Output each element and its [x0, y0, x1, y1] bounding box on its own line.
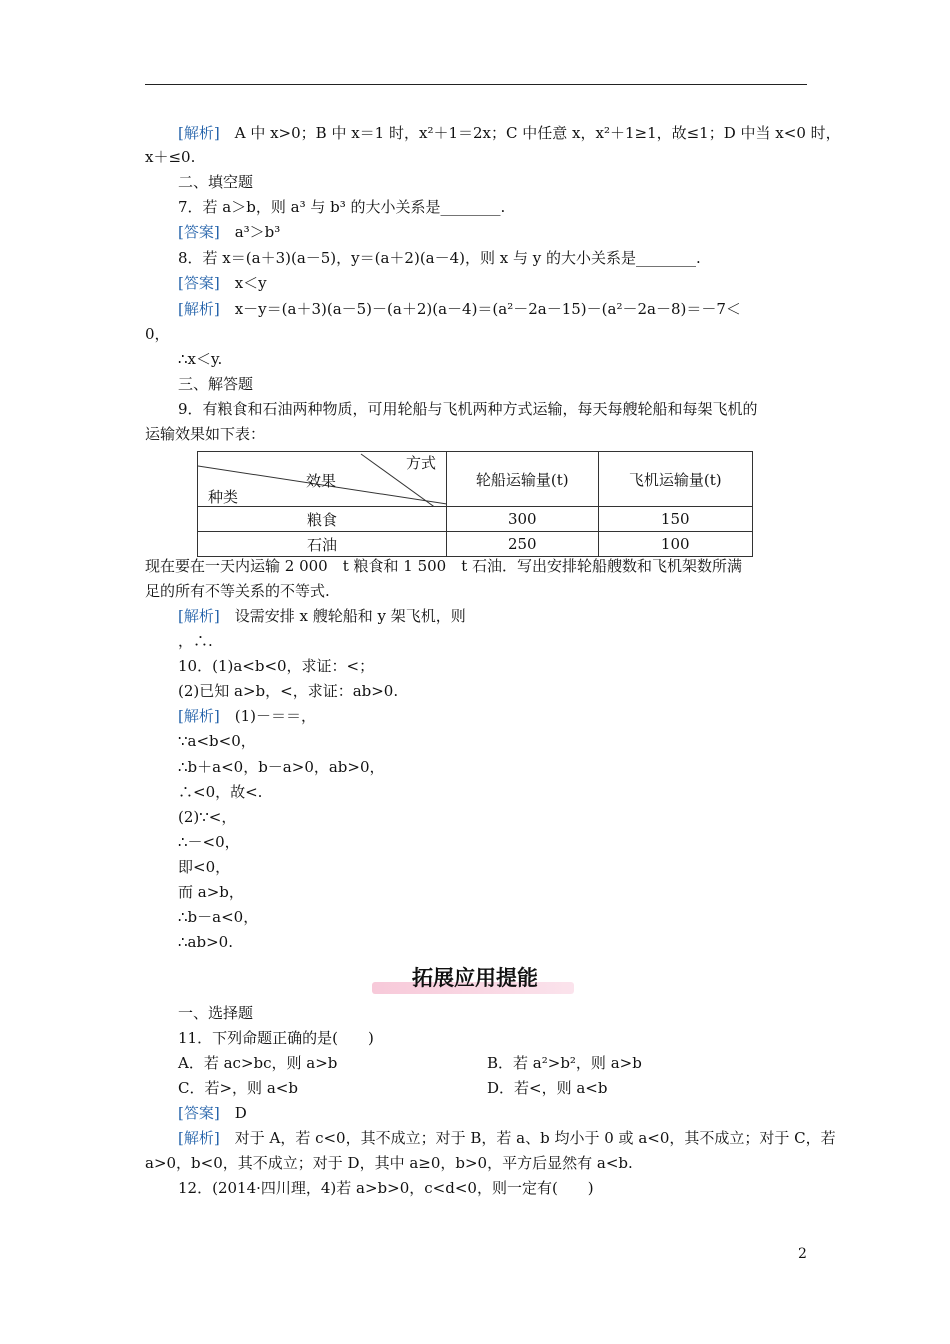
question-7: 7．若 a＞b，则 a³ 与 b³ 的大小关系是________.	[178, 198, 506, 216]
analysis-10-step: (2)∵<，	[178, 808, 237, 826]
header-kind: 种类	[208, 488, 239, 506]
analysis-10-step: ∴ab>0.	[178, 933, 233, 951]
table-row	[198, 532, 753, 557]
analysis-10: [解析] (1)－＝＝，	[178, 707, 316, 725]
analysis-10-step: 即<0，	[178, 858, 231, 876]
option-c: C．若>，则 a<b	[178, 1079, 298, 1097]
analysis-10-step: ∴b－a<0，	[178, 908, 259, 926]
header-rule	[145, 84, 807, 85]
table-row	[198, 507, 753, 532]
analysis-11-cont: a>0，b<0，其不成立；对于 D，其中 a≥0，b>0，平方后显然有 a<b.	[145, 1154, 633, 1172]
diagonal-header-cell	[198, 452, 446, 506]
analysis-10-step: ∵a<b<0，	[178, 732, 256, 750]
page-number: 2	[798, 1246, 807, 1262]
question-10-2: (2)已知 a>b，<，求证：ab>0.	[178, 682, 399, 700]
analysis-10-step: 而 a>b，	[178, 883, 244, 901]
header-effect: 效果	[306, 472, 337, 490]
question-10-1: 10．(1)a<b<0，求证：<；	[178, 657, 375, 675]
section-fill-in: 二、填空题	[178, 173, 254, 191]
question-9: 9．有粮食和石油两种物质，可用轮船与飞机两种方式运输，每天每艘轮船和每架飞机的	[178, 400, 758, 418]
analysis-9: [解析] 设需安排 x 艘轮船和 y 架飞机，则	[178, 607, 466, 625]
cell-ship: 300	[447, 507, 598, 532]
question-12: 12．(2014·四川理，4)若 a>b>0，c<d<0，则一定有( )	[178, 1179, 594, 1197]
transport-table	[197, 451, 753, 557]
analysis-9-cont: ，∴.	[178, 632, 213, 650]
question-9-task-cont: 足的所有不等关系的不等式.	[145, 582, 330, 600]
header-mode: 方式	[406, 454, 437, 472]
line-1: [解析] A 中 x>0；B 中 x＝1 时，x²＋1＝2x；C 中任意 x，x²＋1≥1，故≤1；D 中当 x<0 时，	[178, 124, 841, 142]
option-b: B．若 a²>b²，则 a>b	[487, 1054, 642, 1072]
answer-11: [答案] D	[178, 1104, 247, 1122]
question-9-cont: 运输效果如下表：	[145, 425, 266, 443]
analysis-10-step: ∴b＋a<0，b－a>0，ab>0，	[178, 758, 385, 776]
section-choice: 一、选择题	[178, 1004, 254, 1022]
answer-8: [答案] x＜y	[178, 274, 267, 292]
section-solve: 三、解答题	[178, 375, 254, 393]
section-heading: 拓展应用提能	[412, 966, 538, 990]
analysis-10-step: ∴<0，故<.	[178, 783, 263, 801]
option-d: D．若<，则 a<b	[487, 1079, 608, 1097]
question-9-task: 现在要在一天内运输 2 000 t 粮食和 1 500 t 石油．写出安排轮船艘数和飞机架数所满	[145, 557, 743, 575]
analysis-8: [解析] x－y＝(a＋3)(a－5)－(a＋2)(a－4)＝(a²－2a－15)－(a²－2a－8)＝－7＜	[178, 300, 741, 318]
line-2: x＋≤0.	[145, 148, 196, 166]
analysis-8-cont: 0，	[145, 325, 170, 343]
cell-kind: 石油	[198, 532, 447, 557]
question-8: 8．若 x＝(a＋3)(a－5)，y＝(a＋2)(a－4)，则 x 与 y 的大小关系是________.	[178, 249, 701, 267]
header-ship: 轮船运输量(t)	[447, 452, 598, 507]
header-plane: 飞机运输量(t)	[598, 452, 753, 507]
cell-plane: 150	[598, 507, 753, 532]
question-11: 11．下列命题正确的是( )	[178, 1029, 374, 1047]
analysis-10-step: ∴－<0，	[178, 833, 240, 851]
analysis-11: [解析] 对于 A，若 c<0，其不成立；对于 B，若 a、b 均小于 0 或 a<0，其不成立；对于 C，若	[178, 1129, 836, 1147]
option-a: A．若 ac>bc，则 a>b	[178, 1054, 338, 1072]
answer-7: [答案] a³＞b³	[178, 223, 281, 241]
analysis-8-result: ∴x＜y.	[178, 350, 223, 368]
cell-ship: 250	[447, 532, 598, 557]
cell-kind: 粮食	[198, 507, 447, 532]
cell-plane: 100	[598, 532, 753, 557]
